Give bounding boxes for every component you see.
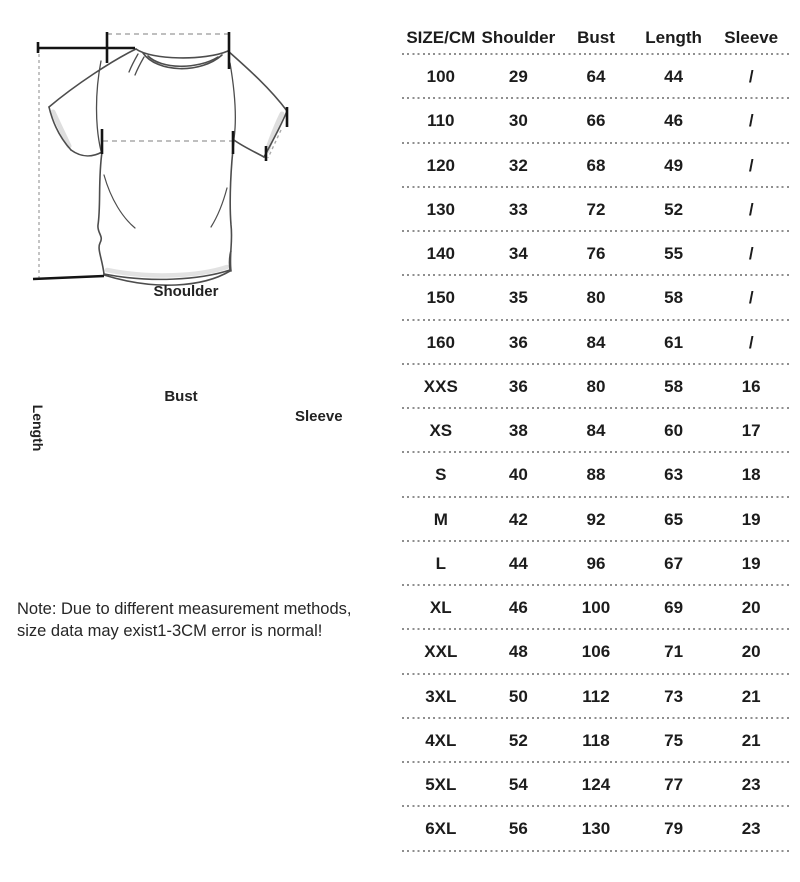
value-cell: 34 xyxy=(508,244,528,264)
collar-seam-mark-1 xyxy=(129,54,138,72)
size-cell: 3XL xyxy=(425,686,457,706)
value-cell: 17 xyxy=(741,421,761,441)
header-cell-length: Length xyxy=(645,28,702,47)
value-cell: / xyxy=(748,332,754,352)
value-cell: 112 xyxy=(582,686,610,706)
value-cell: 84 xyxy=(586,332,606,352)
value-cell: 80 xyxy=(586,288,606,308)
note-line-2: size data may exist1-3CM error is normal! xyxy=(17,622,323,640)
value-cell: / xyxy=(748,244,754,264)
bust-label: Bust xyxy=(164,388,198,405)
table-row-100 xyxy=(402,55,790,99)
length-label: Length xyxy=(30,404,46,452)
header-cell-sleeve: Sleeve xyxy=(724,28,779,47)
collar-seam-mark-2 xyxy=(135,57,144,75)
value-cell: 124 xyxy=(581,775,611,795)
right-armhole-seam xyxy=(230,63,235,139)
value-cell: 63 xyxy=(664,465,684,485)
value-cell: 44 xyxy=(508,553,528,573)
right-side-seam xyxy=(230,140,234,271)
table-row-5xl xyxy=(402,763,790,807)
collar-back xyxy=(136,49,228,58)
value-cell: 58 xyxy=(664,376,684,396)
value-cell: 52 xyxy=(664,199,684,219)
size-cell: XXS xyxy=(423,376,458,396)
value-cell: 18 xyxy=(741,465,761,485)
sleeve-label: Sleeve xyxy=(295,408,343,425)
tshirt-drawing xyxy=(0,0,380,320)
value-cell: / xyxy=(748,67,754,87)
size-table-header xyxy=(402,0,790,55)
value-cell: 55 xyxy=(664,244,684,264)
value-cell: 54 xyxy=(508,775,528,795)
size-cell: 150 xyxy=(426,288,455,308)
measurement-note xyxy=(17,598,377,642)
value-cell: 56 xyxy=(508,819,528,839)
size-cell: XXL xyxy=(424,642,458,662)
table-row-xs xyxy=(402,409,790,453)
table-row-6xl xyxy=(402,807,790,851)
table-row-xl xyxy=(402,586,790,630)
value-cell: 33 xyxy=(508,199,528,219)
size-cell: M xyxy=(433,509,448,529)
value-cell: / xyxy=(748,288,754,308)
table-row-xxs xyxy=(402,365,790,409)
value-cell: 79 xyxy=(664,819,684,839)
right-wrinkle xyxy=(211,188,227,227)
size-cell: L xyxy=(435,553,446,573)
value-cell: 19 xyxy=(741,553,761,573)
value-cell: 44 xyxy=(664,67,684,87)
value-cell: 23 xyxy=(741,775,761,795)
value-cell: 38 xyxy=(508,421,528,441)
left-wrinkle xyxy=(104,175,135,228)
left-side-seam xyxy=(98,152,104,274)
value-cell: 35 xyxy=(508,288,528,308)
value-cell: 30 xyxy=(508,111,528,131)
value-cell: 50 xyxy=(508,686,528,706)
value-cell: 36 xyxy=(508,332,528,352)
value-cell: 36 xyxy=(508,376,528,396)
value-cell: 32 xyxy=(508,155,528,175)
length-bottom-line xyxy=(33,276,104,279)
value-cell: 20 xyxy=(741,642,761,662)
value-cell: / xyxy=(748,155,754,175)
value-cell: 77 xyxy=(664,775,684,795)
size-cell: 100 xyxy=(426,67,455,87)
size-cell: 140 xyxy=(426,244,455,264)
table-row-m xyxy=(402,498,790,542)
value-cell: 67 xyxy=(664,553,684,573)
table-row-xxl xyxy=(402,630,790,674)
value-cell: 76 xyxy=(586,244,606,264)
table-row-160 xyxy=(402,321,790,365)
table-row-s xyxy=(402,453,790,497)
header-cell-shoulder: Shoulder xyxy=(481,28,556,47)
table-row-130 xyxy=(402,188,790,232)
size-cell: 160 xyxy=(426,332,455,352)
value-cell: 23 xyxy=(741,819,761,839)
right-underarm xyxy=(234,140,264,157)
table-row-l xyxy=(402,542,790,586)
table-row-150 xyxy=(402,276,790,320)
left-armhole-seam xyxy=(97,61,102,151)
value-cell: 60 xyxy=(664,421,684,441)
table-row-120 xyxy=(402,144,790,188)
size-cell: 110 xyxy=(427,111,455,131)
value-cell: 106 xyxy=(581,642,611,662)
left-shoulder xyxy=(49,49,136,107)
value-cell: 88 xyxy=(586,465,606,485)
value-cell: 16 xyxy=(741,376,761,396)
size-cell: XS xyxy=(429,421,453,441)
value-cell: 66 xyxy=(586,111,606,131)
right-sleeve-end xyxy=(264,111,287,157)
value-cell: / xyxy=(748,199,754,219)
value-cell: 100 xyxy=(581,598,611,618)
value-cell: 21 xyxy=(741,730,761,750)
value-cell: 48 xyxy=(508,642,528,662)
size-cell: XL xyxy=(429,598,452,618)
left-underarm xyxy=(71,150,102,156)
value-cell: 72 xyxy=(586,199,606,219)
value-cell: 21 xyxy=(741,686,761,706)
value-cell: / xyxy=(748,111,754,131)
value-cell: 29 xyxy=(508,67,528,87)
value-cell: 61 xyxy=(664,332,684,352)
value-cell: 80 xyxy=(586,376,606,396)
size-cell: 5XL xyxy=(425,775,457,795)
value-cell: 65 xyxy=(664,509,684,529)
value-cell: 49 xyxy=(664,155,684,175)
value-cell: 130 xyxy=(581,819,611,839)
value-cell: 96 xyxy=(586,553,606,573)
value-cell: 73 xyxy=(664,686,684,706)
value-cell: 64 xyxy=(586,67,606,87)
value-cell: 75 xyxy=(664,730,684,750)
table-row-110 xyxy=(402,99,790,143)
value-cell: 69 xyxy=(664,598,684,618)
value-cell: 84 xyxy=(586,421,606,441)
value-cell: 92 xyxy=(586,509,606,529)
size-cell: 6XL xyxy=(425,819,457,839)
size-cell: 4XL xyxy=(425,730,457,750)
shoulder-label: Shoulder xyxy=(153,283,219,300)
size-table xyxy=(402,0,790,852)
value-cell: 118 xyxy=(582,730,610,750)
size-cell: 130 xyxy=(426,199,455,219)
left-sleeve-hem-shading xyxy=(53,112,69,146)
value-cell: 71 xyxy=(664,642,684,662)
value-cell: 20 xyxy=(741,598,761,618)
table-row-3xl xyxy=(402,675,790,719)
header-cell-size-cm: SIZE/CM xyxy=(406,28,476,47)
size-cell: 120 xyxy=(426,155,455,175)
table-row-140 xyxy=(402,232,790,276)
value-cell: 68 xyxy=(586,155,606,175)
value-cell: 40 xyxy=(508,465,528,485)
size-cell: S xyxy=(435,465,447,485)
hem-shading xyxy=(107,267,227,275)
value-cell: 19 xyxy=(741,509,761,529)
value-cell: 52 xyxy=(508,730,528,750)
value-cell: 46 xyxy=(664,111,684,131)
right-shoulder xyxy=(228,51,287,111)
header-cell-bust: Bust xyxy=(577,28,615,47)
table-row-4xl xyxy=(402,719,790,763)
size-table-body xyxy=(402,55,790,852)
value-cell: 58 xyxy=(664,288,684,308)
value-cell: 42 xyxy=(508,509,528,529)
value-cell: 46 xyxy=(508,598,528,618)
note-line-1: Note: Due to different measurement methods, xyxy=(17,600,352,618)
